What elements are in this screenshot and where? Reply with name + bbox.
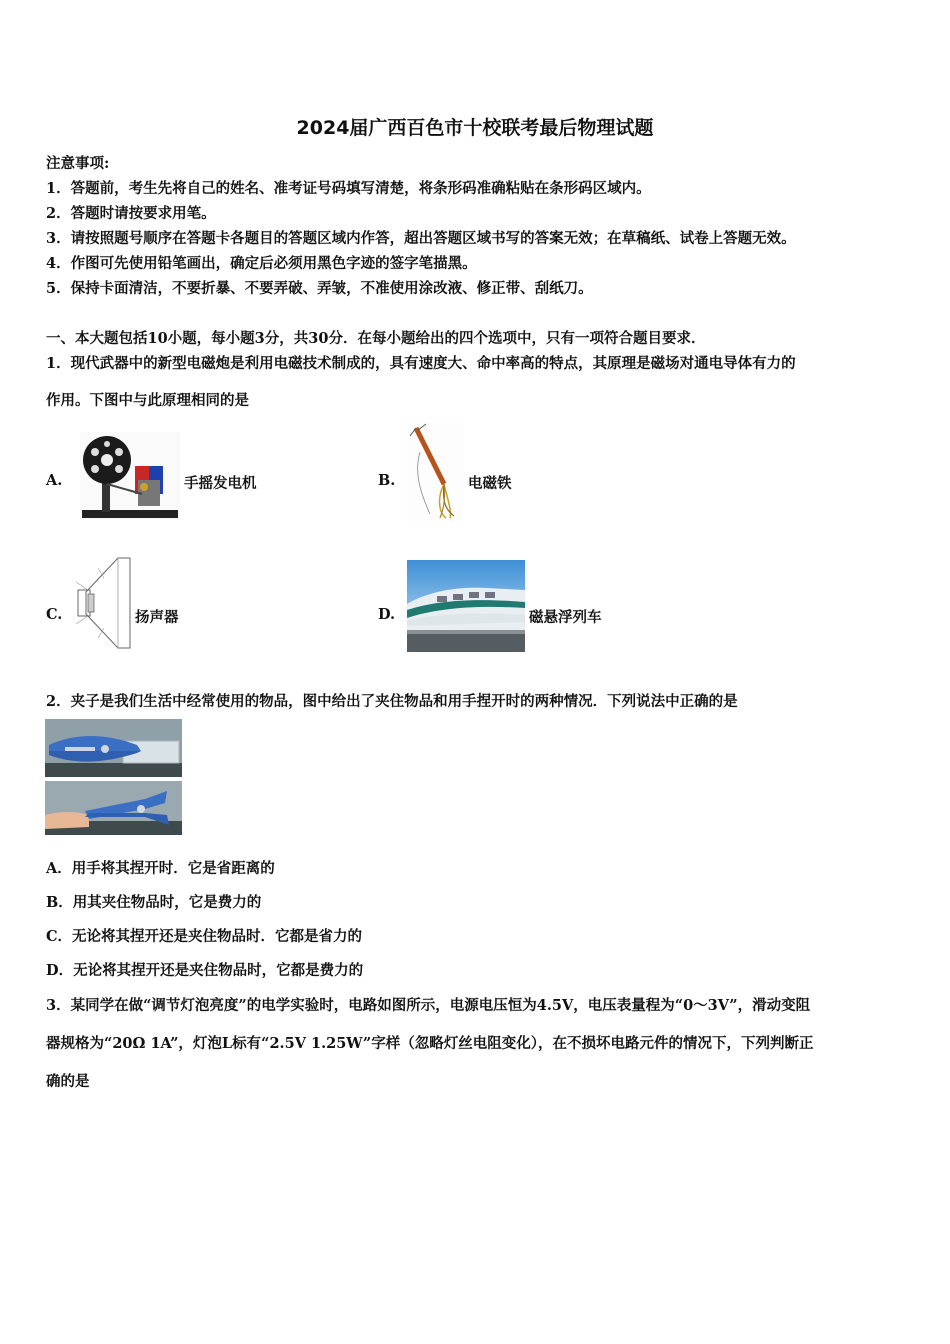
q1-stem-line2: 作用。下图中与此原理相同的是 [46, 392, 249, 409]
q1-option-d-label: 磁悬浮列车 [529, 609, 602, 626]
q1-option-c-letter: C. [46, 606, 63, 623]
q3-stem-line1: 3．某同学在做“调节灯泡亮度”的电学实验时，电路如图所示，电源电压恒为4.5V，电压表量程为“0～3V”，滑动变阻 [46, 997, 811, 1014]
q1-option-a-label: 手摇发电机 [184, 475, 257, 492]
notice-item-2: 2．答题时请按要求用笔。 [46, 205, 216, 222]
q2-option-d: D．无论将其捏开还是夹住物品时，它都是费力的 [46, 962, 364, 979]
q1-option-c-label: 扬声器 [135, 609, 179, 626]
q1-option-d-letter: D. [378, 606, 396, 623]
notice-item-1: 1．答题前，考生先将自己的姓名、准考证号码填写清楚，将条形码准确粘贴在条形码区域内。 [46, 180, 651, 197]
q1-stem-line1: 1．现代武器中的新型电磁炮是利用电磁技术制成的，具有速度大、命中率高的特点，其原理是磁场对通电导体有力的 [46, 355, 796, 372]
q1-option-a-letter: A. [46, 472, 63, 489]
q2-stem: 2．夹子是我们生活中经常使用的物品，图中给出了夹住物品和用手捏开时的两种情况．下列说法中正确的是 [46, 693, 738, 710]
q1-option-b-label: 电磁铁 [468, 475, 512, 492]
q2-option-a: A．用手将其捏开时．它是省距离的 [46, 860, 275, 877]
notice-item-4: 4．作图可先使用铅笔画出，确定后必须用黑色字迹的签字笔描黑。 [46, 255, 477, 272]
q2-option-c: C．无论将其捏开还是夹住物品时．它都是省力的 [46, 928, 363, 945]
q3-stem-line2: 器规格为“20Ω 1A”，灯泡L标有“2.5V 1.25W”字样（忽略灯丝电阻变化），在不损坏电路元件的情况下，下列判断正 [46, 1035, 814, 1052]
electromagnet-image [406, 422, 464, 522]
clip-holding-object-image [45, 719, 182, 777]
notice-heading: 注意事项: [46, 155, 110, 172]
clip-pinched-open-image [45, 781, 182, 835]
page-title: 2024届广西百色市十校联考最后物理试题 [296, 117, 654, 139]
notice-item-5: 5．保持卡面清洁，不要折暴、不要弄破、弄皱，不准使用涂改液、修正带、刮纸刀。 [46, 280, 593, 297]
q3-stem-line3: 确的是 [46, 1073, 90, 1090]
notice-item-3: 3．请按照题号顺序在答题卡各题目的答题区域内作答，超出答题区域书写的答案无效；在草稿纸、试卷上答题无效。 [46, 230, 796, 247]
q1-option-b-letter: B. [378, 472, 396, 489]
section-heading: 一、本大题包括10小题，每小题3分，共30分．在每小题给出的四个选项中，只有一项符合题目要求． [46, 330, 706, 347]
q2-option-b: B．用其夹住物品时，它是费力的 [46, 894, 262, 911]
maglev-train-image [407, 560, 525, 652]
loudspeaker-diagram-image [74, 552, 132, 654]
hand-generator-image [80, 432, 180, 520]
